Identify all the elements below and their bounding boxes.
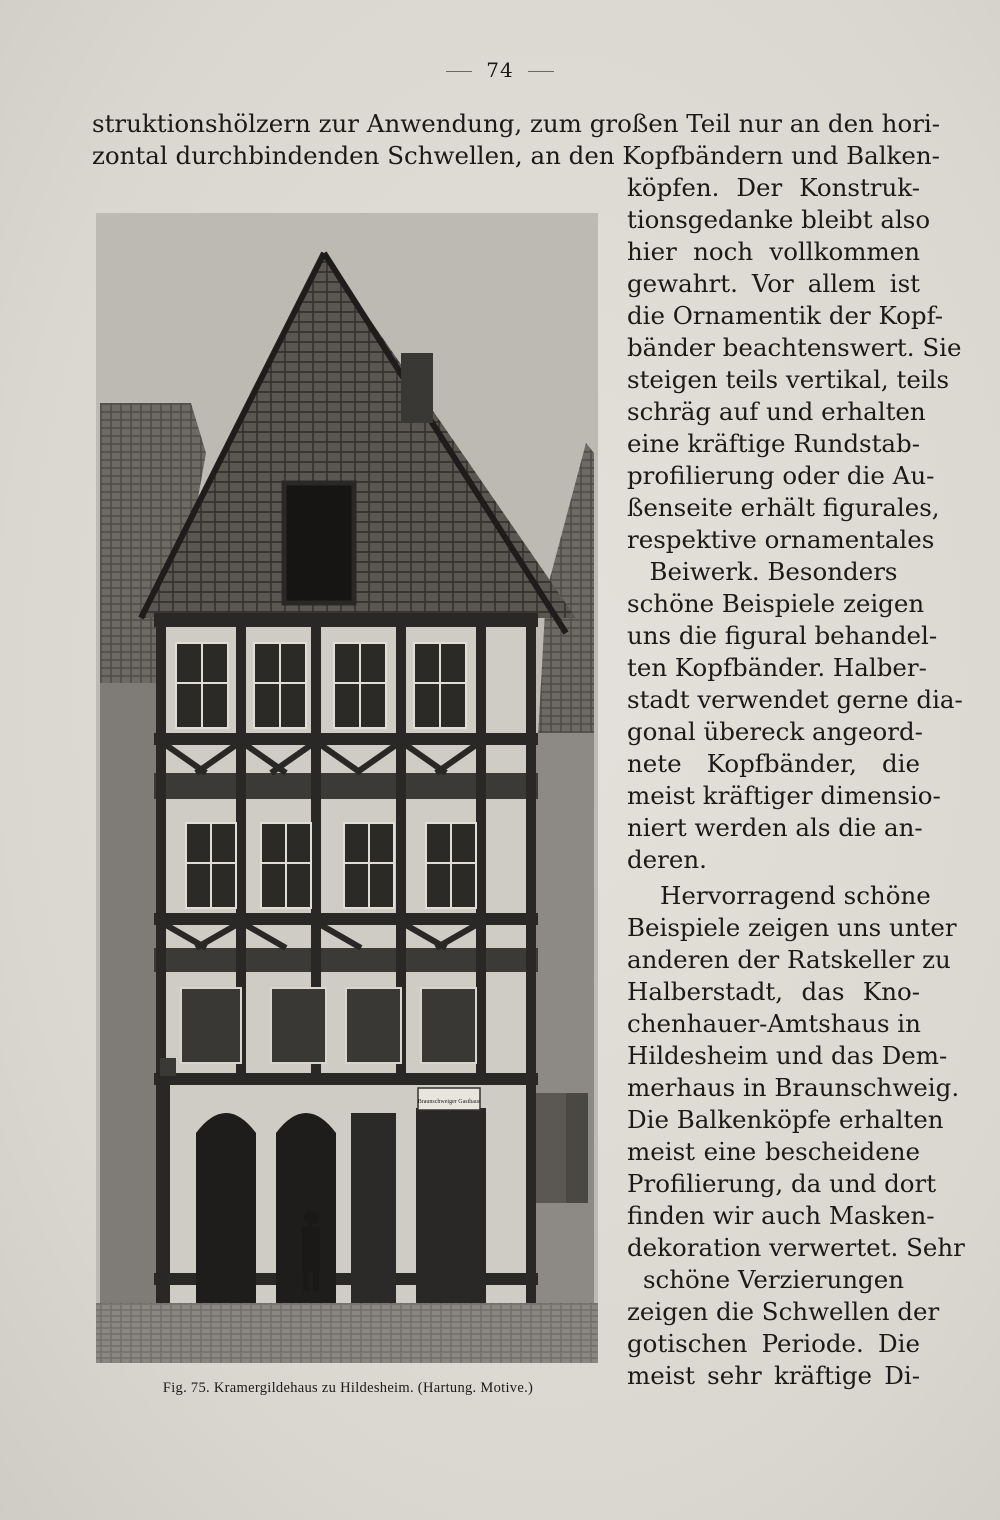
page-number: [0, 58, 1000, 82]
text-line: ten Kopfbänder. Halber-: [627, 653, 927, 682]
text-line: gotischen Periode. Die: [627, 1329, 920, 1358]
text-line: niert werden als die an-: [627, 813, 923, 842]
text-line: die Ornamentik der Kopf-: [627, 301, 944, 330]
text-line: merhaus in Braunschweig.: [627, 1073, 960, 1102]
shop-sign-text: Braunschweiger Gasthaus: [417, 1099, 481, 1105]
text-line: deren.: [627, 845, 707, 874]
text-line: meist kräftiger dimensio-: [627, 781, 941, 810]
text-line: uns die figural behandel-: [627, 621, 938, 650]
text-line: gewahrt. Vor allem ist: [627, 269, 920, 298]
text-line: hier noch vollkommen: [627, 237, 920, 266]
text-line: Die Balkenköpfe erhalten: [627, 1105, 944, 1134]
text-line: Beispiele zeigen uns unter: [627, 913, 957, 942]
text-line: eine kräftige Rundstab-: [627, 429, 920, 458]
text-line: ßenseite erhält figurales,: [627, 493, 940, 522]
text-line: zeigen die Schwellen der: [627, 1297, 940, 1326]
text-line: Hildesheim und das Dem-: [627, 1041, 948, 1070]
text-line: meist sehr kräftige Di-: [627, 1361, 920, 1390]
page-number-dash-right: [528, 71, 554, 72]
text-line: respektive ornamentales: [627, 525, 935, 554]
text-line: Hervorragend schöne: [660, 881, 931, 910]
page-number-text: 74: [486, 58, 514, 82]
figure-caption: Fig. 75. Kramergildehaus zu Hildesheim. (Hartung. Motive.): [162, 1380, 534, 1396]
text-line: finden wir auch Masken-: [627, 1201, 935, 1230]
text-line: köpfen. Der Konstruk-: [627, 173, 920, 202]
text-line: Beiwerk. Besonders: [649, 557, 898, 586]
text-line: tionsgedanke bleibt also: [627, 205, 931, 234]
text-line: anderen der Ratskeller zu: [627, 945, 951, 974]
text-line: zontal durchbindenden Schwellen, an den Kopfbändern und Balken-: [92, 141, 940, 170]
text-line: profilierung oder die Au-: [627, 461, 935, 490]
text-line: meist eine bescheidene: [627, 1137, 920, 1166]
page-number-dash-left: [446, 71, 472, 72]
text-line: gonal übereck angeord-: [627, 717, 923, 746]
text-line: struktionshölzern zur Anwendung, zum großen Teil nur an den hori-: [92, 109, 941, 138]
figure-photo-kramergildehaus: [96, 213, 598, 1363]
text-line: Profilierung, da und dort: [627, 1169, 937, 1198]
text-line: steigen teils vertikal, teils: [627, 365, 950, 394]
text-line: bänder beachtenswert. Sie: [627, 333, 962, 362]
text-line: nete Kopfbänder, die: [627, 749, 920, 778]
text-line: schöne Beispiele zeigen: [627, 589, 925, 618]
text-line: schräg auf und erhalten: [627, 397, 926, 426]
text-line: dekoration verwertet. Sehr: [627, 1233, 965, 1262]
text-line: Halberstadt, das Kno-: [627, 977, 920, 1006]
text-line: chenhauer-Amtshaus in: [627, 1009, 921, 1038]
text-line: schöne Verzierungen: [642, 1265, 905, 1294]
text-line: stadt verwendet gerne dia-: [627, 685, 963, 714]
